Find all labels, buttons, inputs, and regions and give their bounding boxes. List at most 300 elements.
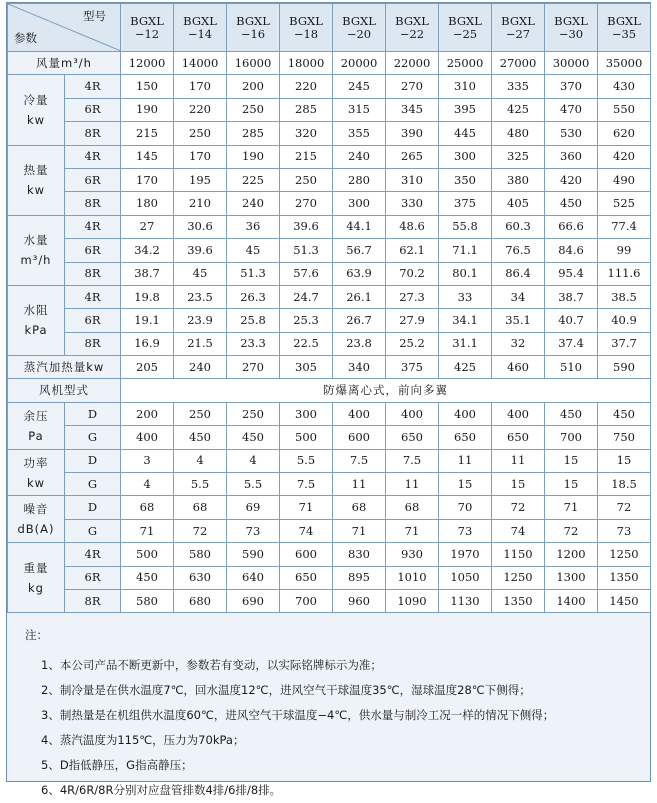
table-cell: 48.6: [386, 215, 439, 238]
table-cell: 330: [386, 192, 439, 215]
table-cell: 830: [333, 543, 386, 566]
table-cell: 5.5: [280, 449, 333, 472]
table-cell: 1130: [439, 589, 492, 612]
group-label-line: kw: [26, 475, 46, 490]
table-cell: 265: [386, 145, 439, 168]
table-cell: 26.3: [227, 285, 280, 308]
notes-title: 注：: [25, 628, 48, 643]
table-cell: 15: [439, 473, 492, 496]
table-cell: 750: [598, 426, 651, 449]
weight-label-line: kg: [28, 580, 44, 595]
table-cell: 56.7: [333, 239, 386, 262]
table-cell: 550: [598, 98, 651, 121]
model-header: [439, 4, 492, 52]
group-label-line: 功率: [23, 455, 49, 470]
table-cell: 51.3: [280, 239, 333, 262]
note-line: 2、制冷量是在供水温度7℃，回水温度12℃，进风空气干球温度35℃，湿球温度28℃下侧得；: [41, 683, 531, 698]
table-cell: 190: [121, 98, 174, 121]
table-cell: 445: [439, 122, 492, 145]
group-label-line: 热量: [23, 163, 49, 178]
model-size: −25: [452, 26, 478, 41]
table-row: [8, 145, 651, 168]
table-cell: 23.3: [227, 332, 280, 355]
group-label-line: 余压: [23, 408, 49, 423]
table-cell: 36: [227, 215, 280, 238]
table-cell: 460: [492, 356, 545, 379]
model-size: −22: [399, 26, 425, 41]
table-cell: 77.4: [598, 215, 651, 238]
table-cell: 23.9: [174, 309, 227, 332]
table-cell: 700: [545, 426, 598, 449]
sub-label: 4R: [65, 215, 121, 238]
table-cell: 250: [227, 98, 280, 121]
table-cell: 76.5: [492, 239, 545, 262]
table-cell: 38.5: [598, 285, 651, 308]
table-cell: 40.7: [545, 309, 598, 332]
table-cell: 80.1: [439, 262, 492, 285]
table-row: [8, 426, 651, 449]
table-cell: 71: [280, 496, 333, 519]
steam-row: [8, 356, 651, 379]
table-cell: 400: [386, 402, 439, 425]
table-cell: 270: [280, 192, 333, 215]
note-line: 1、本公司产品不断更新中，参数若有变动，以实际铭牌标示为准；: [41, 658, 382, 673]
table-cell: 11: [333, 473, 386, 496]
table-cell: 66.6: [545, 215, 598, 238]
table-cell: 11: [386, 473, 439, 496]
sub-label: G: [65, 426, 121, 449]
model-size: −12: [134, 26, 160, 41]
header-row: [8, 4, 651, 52]
table-cell: 7.5: [280, 473, 333, 496]
table-cell: 21.5: [174, 332, 227, 355]
table-cell: 170: [174, 145, 227, 168]
model-header: [121, 4, 174, 52]
table-cell: 55.8: [439, 215, 492, 238]
table-cell: 22000: [386, 52, 439, 75]
param-model-corner: [8, 4, 121, 52]
table-cell: 71: [121, 519, 174, 542]
table-cell: 70.2: [386, 262, 439, 285]
group-label-text: [24, 160, 49, 200]
table-cell: 34.2: [121, 239, 174, 262]
table-cell: 390: [386, 122, 439, 145]
table-row: [8, 519, 651, 542]
sub-label: 8R: [65, 589, 121, 612]
table-cell: 400: [439, 402, 492, 425]
model-series: BGXL: [130, 13, 164, 28]
table-cell: 285: [227, 122, 280, 145]
table-cell: 200: [227, 75, 280, 98]
table-cell: 68: [333, 496, 386, 519]
table-cell: 200: [121, 402, 174, 425]
fan-label: 风机型式: [8, 379, 121, 402]
table-cell: 1050: [439, 566, 492, 589]
table-cell: 1150: [492, 543, 545, 566]
model-series: BGXL: [342, 13, 376, 28]
sub-label: 6R: [65, 239, 121, 262]
table-cell: 375: [439, 192, 492, 215]
table-cell: 25.3: [280, 309, 333, 332]
sub-label: 6R: [65, 309, 121, 332]
table-cell: 1400: [545, 589, 598, 612]
note-line: 5、D指低静压，G指高静压；: [41, 758, 193, 773]
spec-table: [7, 3, 651, 613]
table-cell: 310: [439, 75, 492, 98]
group-label-line: kw: [26, 112, 46, 127]
table-cell: 26.7: [333, 309, 386, 332]
table-cell: 4: [174, 449, 227, 472]
table-cell: 250: [174, 402, 227, 425]
table-cell: 490: [598, 168, 651, 191]
table-cell: 44.1: [333, 215, 386, 238]
table-cell: 4: [227, 449, 280, 472]
table-row: [8, 75, 651, 98]
group-label-text: [24, 90, 49, 130]
model-header: [492, 4, 545, 52]
table-cell: 62.1: [386, 239, 439, 262]
table-cell: 27000: [492, 52, 545, 75]
table-cell: 650: [439, 426, 492, 449]
table-cell: 34: [492, 285, 545, 308]
table-cell: 690: [227, 589, 280, 612]
group-label-text: [24, 300, 49, 340]
table-cell: 39.6: [174, 239, 227, 262]
table-cell: 190: [227, 145, 280, 168]
table-row: [8, 239, 651, 262]
table-cell: 23.8: [333, 332, 386, 355]
group-label-line: 水量: [23, 233, 49, 248]
table-cell: 11: [492, 449, 545, 472]
group-label: [8, 145, 65, 215]
table-cell: 38.7: [121, 262, 174, 285]
table-cell: 300: [333, 192, 386, 215]
table-cell: 30000: [545, 52, 598, 75]
model-header: [227, 4, 280, 52]
table-cell: 73: [439, 519, 492, 542]
sub-label: G: [65, 519, 121, 542]
model-header: [280, 4, 333, 52]
model-header: [545, 4, 598, 52]
table-cell: 215: [280, 145, 333, 168]
table-row: [8, 543, 651, 566]
table-cell: 12000: [121, 52, 174, 75]
table-row: [8, 285, 651, 308]
table-cell: 34.1: [439, 309, 492, 332]
table-cell: 25.2: [386, 332, 439, 355]
table-cell: 32: [492, 332, 545, 355]
table-cell: 240: [174, 356, 227, 379]
sub-label: 4R: [65, 285, 121, 308]
table-cell: 26.1: [333, 285, 386, 308]
sub-label: 4R: [65, 75, 121, 98]
table-row: [8, 496, 651, 519]
group-label-line: kw: [26, 183, 46, 198]
model-size: −30: [558, 26, 584, 41]
table-cell: 145: [121, 145, 174, 168]
airflow-row: [8, 52, 651, 75]
table-cell: 220: [280, 75, 333, 98]
table-cell: 1090: [386, 589, 439, 612]
table-cell: 95.4: [545, 262, 598, 285]
table-cell: 15: [492, 473, 545, 496]
table-cell: 15: [545, 473, 598, 496]
table-cell: 430: [598, 75, 651, 98]
table-cell: 16.9: [121, 332, 174, 355]
table-cell: 375: [386, 356, 439, 379]
table-cell: 310: [386, 168, 439, 191]
table-cell: 240: [333, 145, 386, 168]
table-cell: 335: [492, 75, 545, 98]
sub-label: 4R: [65, 543, 121, 566]
table-cell: 5.5: [174, 473, 227, 496]
table-row: [8, 215, 651, 238]
table-cell: 51.3: [227, 262, 280, 285]
table-cell: 170: [174, 75, 227, 98]
table-row: [8, 566, 651, 589]
group-label-line: 噪音: [23, 502, 49, 517]
table-cell: 500: [280, 426, 333, 449]
sub-label: 6R: [65, 98, 121, 121]
table-cell: 37.4: [545, 332, 598, 355]
table-cell: 580: [174, 543, 227, 566]
table-cell: 40.9: [598, 309, 651, 332]
table-cell: 380: [492, 168, 545, 191]
table-cell: 355: [333, 122, 386, 145]
table-cell: 960: [333, 589, 386, 612]
group-label-line: kPa: [24, 323, 48, 338]
table-cell: 930: [386, 543, 439, 566]
table-cell: 11: [439, 449, 492, 472]
table-row: [8, 309, 651, 332]
sub-label: D: [65, 449, 121, 472]
table-cell: 69: [227, 496, 280, 519]
table-cell: 72: [598, 496, 651, 519]
table-cell: 25000: [439, 52, 492, 75]
group-label: [8, 75, 65, 145]
model-series: BGXL: [395, 13, 429, 28]
weight-label-line: 重量: [23, 560, 49, 575]
weight-label: [8, 543, 65, 613]
table-cell: 23.5: [174, 285, 227, 308]
table-cell: 1250: [598, 543, 651, 566]
table-cell: 240: [227, 192, 280, 215]
table-cell: 45: [174, 262, 227, 285]
table-row: [8, 402, 651, 425]
table-cell: 7.5: [386, 449, 439, 472]
table-cell: 620: [598, 122, 651, 145]
table-cell: 280: [333, 168, 386, 191]
sub-label: 8R: [65, 262, 121, 285]
table-cell: 395: [439, 98, 492, 121]
table-cell: 71: [386, 519, 439, 542]
table-cell: 680: [174, 589, 227, 612]
table-cell: 63.9: [333, 262, 386, 285]
table-cell: 640: [227, 566, 280, 589]
table-cell: 420: [598, 145, 651, 168]
note-line: 6、4R/6R/8R分别对应盘管排数4排/6排/8排。: [41, 783, 282, 798]
table-cell: 7.5: [333, 449, 386, 472]
group-label-line: dB(A): [17, 522, 55, 537]
table-cell: 195: [174, 168, 227, 191]
model-header: [174, 4, 227, 52]
table-cell: 210: [174, 192, 227, 215]
table-cell: 74: [280, 519, 333, 542]
table-cell: 25.8: [227, 309, 280, 332]
table-cell: 180: [121, 192, 174, 215]
group-label-text: [21, 230, 52, 270]
model-size: −27: [505, 26, 531, 41]
table-cell: 68: [386, 496, 439, 519]
table-cell: 420: [545, 168, 598, 191]
table-cell: 14000: [174, 52, 227, 75]
table-cell: 1010: [386, 566, 439, 589]
table-cell: 650: [386, 426, 439, 449]
table-cell: 450: [545, 402, 598, 425]
table-row: [8, 192, 651, 215]
table-cell: 580: [121, 589, 174, 612]
table-cell: 1300: [545, 566, 598, 589]
table-cell: 360: [545, 145, 598, 168]
table-cell: 400: [121, 426, 174, 449]
table-cell: 37.7: [598, 332, 651, 355]
table-cell: 600: [280, 543, 333, 566]
model-size: −16: [240, 26, 266, 41]
table-cell: 19.8: [121, 285, 174, 308]
group-label-line: Pa: [28, 428, 44, 443]
table-cell: 425: [492, 98, 545, 121]
table-row: [8, 473, 651, 496]
table-cell: 1200: [545, 543, 598, 566]
table-cell: 73: [598, 519, 651, 542]
table-cell: 315: [333, 98, 386, 121]
group-label: [8, 215, 65, 285]
table-cell: 70: [439, 496, 492, 519]
table-cell: 305: [280, 356, 333, 379]
table-cell: 27.3: [386, 285, 439, 308]
sub-label: D: [65, 496, 121, 519]
sub-label: 8R: [65, 332, 121, 355]
fan-row: [8, 379, 651, 402]
table-cell: 57.6: [280, 262, 333, 285]
table-cell: 73: [227, 519, 280, 542]
model-series: BGXL: [554, 13, 588, 28]
table-cell: 86.4: [492, 262, 545, 285]
table-row: [8, 262, 651, 285]
table-cell: 425: [439, 356, 492, 379]
sub-label: 6R: [65, 168, 121, 191]
sub-label: 8R: [65, 122, 121, 145]
table-row: [8, 449, 651, 472]
table-cell: 22.5: [280, 332, 333, 355]
table-cell: 68: [121, 496, 174, 519]
table-cell: 450: [545, 192, 598, 215]
table-cell: 270: [227, 356, 280, 379]
model-header: [333, 4, 386, 52]
table-cell: 71: [333, 519, 386, 542]
table-cell: 340: [333, 356, 386, 379]
table-cell: 72: [492, 496, 545, 519]
table-row: [8, 589, 651, 612]
model-series: BGXL: [289, 13, 323, 28]
table-cell: 150: [121, 75, 174, 98]
model-series: BGXL: [183, 13, 217, 28]
table-cell: 39.6: [280, 215, 333, 238]
model-size: −14: [187, 26, 213, 41]
table-row: [8, 168, 651, 191]
table-cell: 35.1: [492, 309, 545, 332]
table-cell: 31.1: [439, 332, 492, 355]
model-size: −20: [346, 26, 372, 41]
table-cell: 18.5: [598, 473, 651, 496]
model-label: 型号: [83, 9, 106, 23]
note-line: 4、蒸汽温度为115℃，压力为70kPa；: [41, 733, 245, 748]
table-cell: 220: [174, 98, 227, 121]
table-cell: 345: [386, 98, 439, 121]
table-cell: 245: [333, 75, 386, 98]
table-cell: 300: [280, 402, 333, 425]
group-label: [8, 496, 65, 543]
model-size: −18: [293, 26, 319, 41]
table-cell: 630: [174, 566, 227, 589]
table-cell: 480: [492, 122, 545, 145]
notes-section: [7, 613, 650, 803]
table-cell: 16000: [227, 52, 280, 75]
table-cell: 205: [121, 356, 174, 379]
table-cell: 400: [333, 402, 386, 425]
table-row: [8, 122, 651, 145]
table-cell: 3: [121, 449, 174, 472]
table-cell: 700: [280, 589, 333, 612]
spec-sheet: [6, 2, 651, 798]
table-cell: 285: [280, 98, 333, 121]
table-cell: 500: [121, 543, 174, 566]
model-size: −35: [611, 26, 637, 41]
table-cell: 45: [227, 239, 280, 262]
table-cell: 170: [121, 168, 174, 191]
param-label: 参数: [14, 31, 37, 45]
table-cell: 68: [174, 496, 227, 519]
table-cell: 71: [545, 496, 598, 519]
steam-label: 蒸汽加热量kw: [8, 356, 121, 379]
table-cell: 27.9: [386, 309, 439, 332]
table-cell: 15: [598, 449, 651, 472]
table-cell: 530: [545, 122, 598, 145]
table-cell: 650: [280, 566, 333, 589]
table-cell: 450: [121, 566, 174, 589]
model-series: BGXL: [501, 13, 535, 28]
table-cell: 1970: [439, 543, 492, 566]
model-series: BGXL: [448, 13, 482, 28]
model-header: [598, 4, 651, 52]
table-cell: 470: [545, 98, 598, 121]
table-cell: 19.1: [121, 309, 174, 332]
table-cell: 250: [174, 122, 227, 145]
table-cell: 72: [174, 519, 227, 542]
table-cell: 35000: [598, 52, 651, 75]
model-header: [386, 4, 439, 52]
table-cell: 650: [492, 426, 545, 449]
table-cell: 38.7: [545, 285, 598, 308]
fan-value: 防爆离心式，前向多翼: [121, 379, 651, 402]
table-cell: 72: [545, 519, 598, 542]
table-cell: 99: [598, 239, 651, 262]
table-cell: 27: [121, 215, 174, 238]
table-cell: 20000: [333, 52, 386, 75]
table-cell: 4: [121, 473, 174, 496]
table-cell: 400: [492, 402, 545, 425]
table-row: [8, 98, 651, 121]
